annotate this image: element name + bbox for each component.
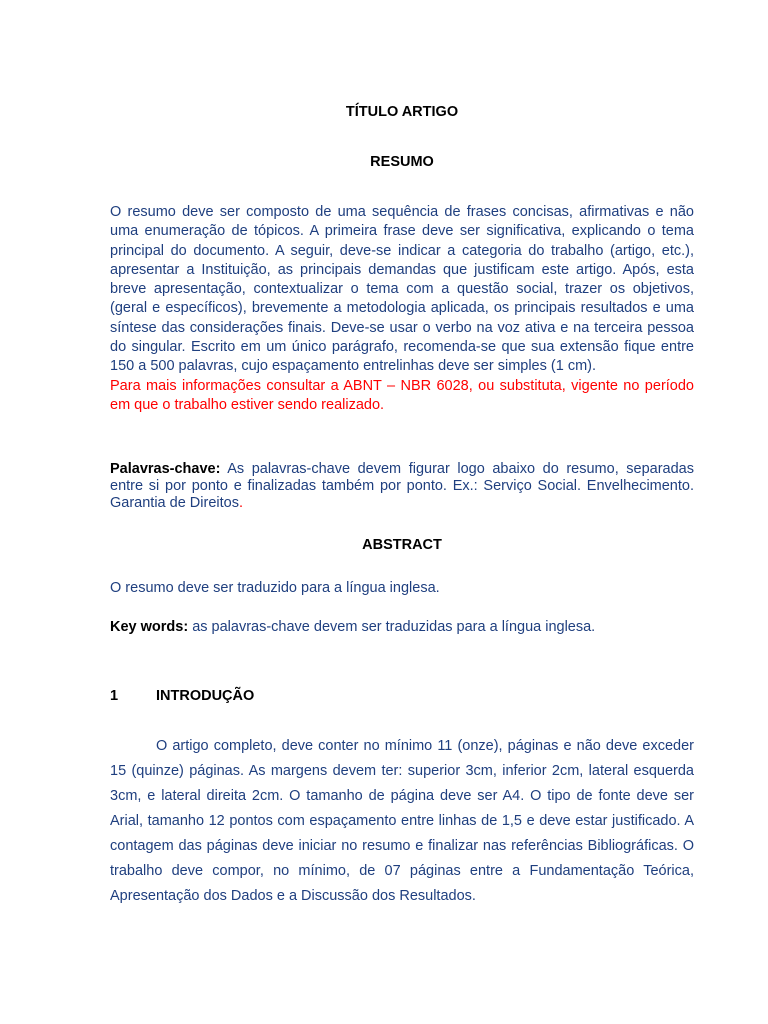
key-words-paragraph — [110, 619, 694, 636]
section-number: 1 — [110, 688, 119, 704]
key-words-text: as palavras-chave devem ser traduzidas para a língua inglesa. — [192, 619, 596, 635]
resumo-heading: RESUMO — [370, 154, 434, 170]
section-title: INTRODUÇÃO — [156, 688, 255, 704]
abstract-heading: ABSTRACT — [362, 537, 442, 553]
keywords-end: . — [238, 495, 243, 511]
resumo-section — [110, 203, 694, 415]
resumo-text: O resumo deve ser composto de uma sequência de frases concisas, afirmativas e não uma enumeração de tópicos. A primeira frase deve ser significativa, explicando o tema principal do documento. A seguir, deve-se indicar a categoria do trabalho (artigo, etc.), apresentar a Instituição, as principais demandas que justificam este artigo. Após, esta breve apresentação, contextualizar o tema com a questão social, trazer os objetivos, (geral e específicos), brevemente a metodologia aplicada, os principais resultados e uma síntese das considerações finais. Deve-se usar o verbo na voz ativa e na terceira pessoa do singular. Escrito em um único parágrafo, recomenda-se que sua extensão fique entre 150 a 500 palavras, cujo espaçamento entrelinhas deve ser simples (1 cm). — [110, 204, 694, 375]
introducao-text: O artigo completo, deve conter no mínimo 11 (onze), páginas e não deve exceder 15 (quinze) páginas. As margens devem ter: superior 3cm, inferior 2cm, lateral esquerda 3cm, e lateral direita 2cm. O tamanho de página deve ser A4. O tipo de fonte deve ser Arial, tamanho 12 pontos com espaçamento entre linhas de 1,5 e deve estar justificado. A contagem das páginas deve iniciar no resumo e finalizar nas referências Bibliográficas. O trabalho deve compor, no mínimo, de 07 páginas entre a Fundamentação Teórica, Apresentação dos Dados e a Discussão dos Resultados. — [110, 738, 694, 904]
resumo-note: Para mais informações consultar a ABNT – NBR 6028, ou substituta, vigente no período em que o trabalho estiver sendo realizado. — [110, 377, 694, 413]
article-title: TÍTULO ARTIGO — [345, 104, 459, 120]
keywords-label: Palavras-chave: — [110, 461, 221, 477]
abstract-text: O resumo deve ser traduzido para a língua inglesa. — [110, 580, 440, 596]
section-heading-introducao — [110, 687, 694, 705]
key-words-label: Key words: — [110, 619, 189, 635]
keywords-paragraph — [110, 461, 694, 512]
keywords-text: As palavras-chave devem figurar logo abaixo do resumo, separadas entre si por ponto e finalizadas também por ponto. Ex.: Serviço Social. Envelhecimento. Garantia de Direitos — [110, 461, 695, 511]
